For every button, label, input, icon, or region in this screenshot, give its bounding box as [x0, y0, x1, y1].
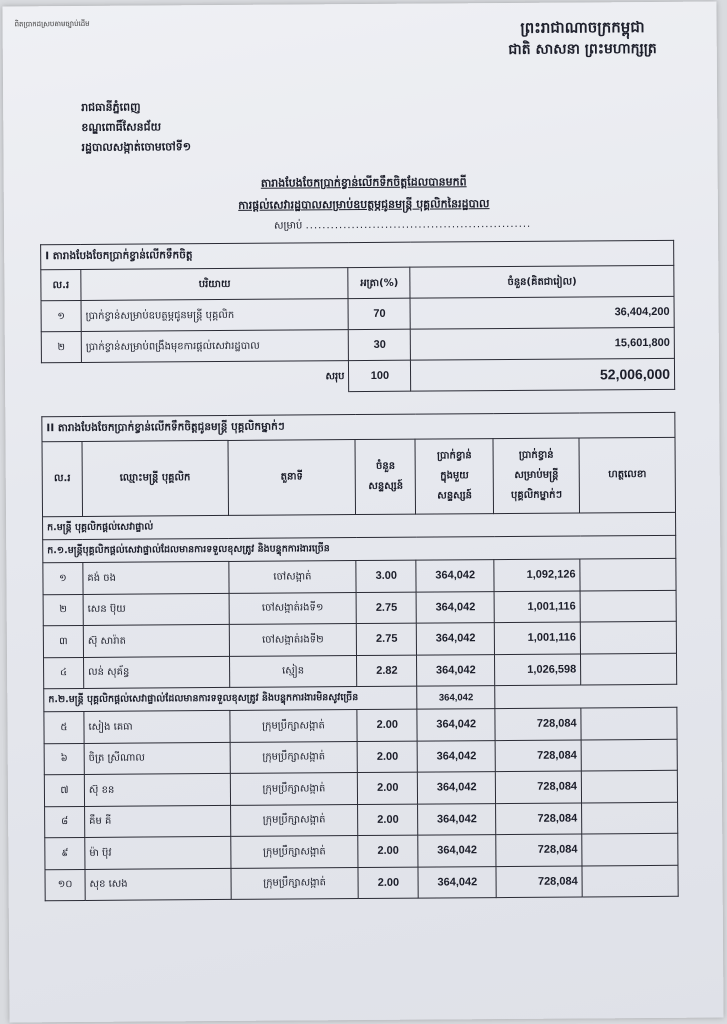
total-amount: 52,006,000 [411, 358, 675, 391]
row-signature [580, 590, 676, 622]
row-amount: 1,001,116 [494, 622, 580, 654]
allocation-table [40, 240, 675, 394]
kingdom-motto [508, 16, 657, 61]
row-signature [580, 558, 676, 590]
row-name: គង់ ចង [83, 561, 229, 594]
row-amount: 1,001,116 [494, 590, 580, 622]
row-name: ចិត្រ ស្រីណាល [84, 742, 230, 775]
table-row [44, 707, 677, 743]
col-role-header: តួនាទី [228, 440, 356, 516]
col-sign-header: ហត្ថលេខា [579, 437, 675, 513]
capital-name: រាជធានីភ្នំពេញ [81, 100, 141, 114]
organization-block [81, 97, 191, 158]
row-signature [580, 621, 676, 653]
kingdom-name: ព្រះរាជាណាចក្រកម្ពុជា [520, 18, 645, 37]
row-amount: 15,601,800 [411, 327, 675, 360]
row-amount: 1,026,598 [495, 653, 581, 685]
for-blank: ...................................................... [305, 218, 532, 232]
header-line: សន្ទស្សន៍ [368, 480, 404, 492]
title-line-1: តារាងបែងចែកប្រាក់ខ្វាន់លើកទឹកចិត្តដែលបានមកពី [260, 175, 467, 190]
row-points: 3.00 [356, 560, 416, 592]
row-role: ស្មៀន [229, 655, 357, 687]
group-a1-heading: ក.១.មន្ត្រីបុគ្គលិកផ្តល់សេវាផ្ទាល់ដែលមានការទទួលខុសត្រូវ និងបន្ទុកការងារច្រើន [43, 535, 676, 562]
row-name: សៀង គេធា [84, 710, 230, 743]
table-row [45, 865, 678, 901]
section-1-heading: I តារាងបែងចែកប្រាក់ខ្វាន់លើកទឹកចិត្ត [41, 240, 674, 269]
col-points-header [355, 439, 415, 514]
table-row [45, 833, 678, 869]
row-role: ក្រុមប្រឹក្សាសង្កាត់ [230, 836, 358, 868]
row-per-point: 364,042 [417, 709, 495, 741]
row-points: 2.00 [357, 741, 417, 773]
header-line: ក្នុងមួយ [440, 470, 469, 482]
row-no: ៤ [44, 657, 84, 689]
table-row [41, 327, 674, 362]
row-name: ម៉ា ប៊ុវ [85, 836, 231, 869]
title-line-2: ការផ្តល់សេវារដ្ឋបាលសម្រាប់ឧបត្ថម្ភជូនមន្ត្រី បុគ្គលិកនៃរដ្ឋបាល [238, 197, 490, 212]
total-row [41, 358, 674, 393]
row-points: 2.00 [357, 709, 417, 741]
row-per-point: 364,042 [417, 740, 495, 772]
row-no: ១០ [45, 869, 85, 901]
row-signature [581, 707, 677, 739]
header-line: បុគ្គលិកម្នាក់ៗ [510, 489, 563, 501]
row-amount: 728,084 [496, 865, 582, 897]
row-role: ក្រុមប្រឹក្សាសង្កាត់ [230, 741, 358, 773]
row-amount: 728,084 [495, 708, 581, 740]
table-row [45, 802, 678, 838]
row-amount: 728,084 [495, 739, 581, 771]
nation-religion-king: ជាតិ សាសនា ព្រះមហាក្សត្រ [508, 40, 657, 58]
row-points: 2.75 [356, 592, 416, 624]
document-title [124, 170, 604, 217]
row-amount: 728,084 [496, 802, 582, 834]
group-a2-heading: ក.២.មន្ត្រី បុគ្គលិកផ្តល់សេវាផ្ទាល់ដែលមានការទទួលខុសត្រូវ និងបន្ទុកការងារមិនសូវច្រើន [44, 686, 417, 712]
row-name: គឹម គី [84, 805, 230, 838]
col-no-header: ល.រ [42, 441, 82, 516]
row-no: ២ [41, 331, 81, 362]
row-per-point: 364,042 [417, 623, 495, 655]
header-line: ប្រាក់ខ្វាន់ [518, 449, 554, 461]
header-line: ចំនួន [375, 460, 396, 472]
row-signature [581, 739, 677, 771]
row-per-point: 364,042 [418, 803, 496, 835]
row-name: ស៊ុ ខន [84, 773, 230, 806]
group-a2-per-point: 364,042 [417, 686, 495, 710]
row-role: ក្រុមប្រឹក្សាសង្កាត់ [231, 867, 359, 899]
row-no: ៥ [44, 711, 84, 743]
header-line: សន្ទស្សន៍ [437, 490, 473, 502]
row-signature [581, 653, 677, 685]
header-line: សម្រាប់មន្ត្រី [514, 469, 559, 481]
row-name: លន់ សុគ័ន្ធ [83, 656, 229, 689]
row-per-point: 364,042 [416, 591, 494, 623]
document-page [2, 2, 723, 1023]
table-row [43, 590, 676, 626]
col-per-point-header [415, 439, 493, 515]
row-role: ក្រុមប្រឹក្សាសង្កាត់ [230, 804, 358, 836]
table-row [44, 653, 677, 689]
row-no: ៩ [45, 837, 85, 869]
row-amount: 36,404,200 [410, 296, 674, 329]
row-rate: 70 [348, 298, 410, 329]
col-no-header: ល.រ [41, 269, 81, 300]
row-role: ក្រុមប្រឹក្សាសង្កាត់ [230, 773, 358, 805]
row-per-point: 364,042 [418, 866, 496, 898]
row-no: ១ [43, 562, 83, 594]
col-desc-header: បរិយាយ [81, 268, 349, 301]
table-row [43, 621, 676, 657]
row-points: 2.75 [357, 623, 417, 655]
row-name: ស៊ុ សារ៉ាត [83, 624, 229, 657]
table-row [43, 558, 676, 594]
for-period-line [274, 217, 531, 234]
row-amount: 728,084 [496, 834, 582, 866]
group-a-heading: ក.មន្ត្រី បុគ្គលិកផ្តល់សេវាផ្ទាល់ [43, 512, 676, 539]
staff-allocation-table [41, 412, 678, 901]
row-per-point: 364,042 [418, 835, 496, 867]
row-points: 2.00 [358, 772, 418, 804]
row-no: ២ [43, 594, 83, 626]
for-label: សម្រាប់ [273, 220, 303, 232]
row-per-point: 364,042 [417, 654, 495, 686]
row-desc: ប្រាក់ខ្វាន់សម្រាប់ពង្រឹងមុខការផ្តល់សេវារដ្ឋបាល [81, 330, 349, 363]
row-role: ក្រុមប្រឹក្សាសង្កាត់ [229, 710, 357, 742]
row-points: 2.82 [357, 655, 417, 687]
row-rate: 30 [349, 329, 411, 360]
table-row [44, 739, 677, 775]
total-label: សរុប [81, 361, 349, 394]
row-per-point: 364,042 [416, 560, 494, 592]
table-row [44, 770, 677, 806]
section-2-heading: II តារាងបែងចែកប្រាក់ខ្វាន់លើកទឹកចិត្តជូនមន្ត្រី បុគ្គលិកម្នាក់ៗ [42, 412, 675, 441]
row-role: ចៅសង្កាត់រងទី២ [229, 624, 357, 656]
district-name: ខណ្ឌពោធិ៍សែនជ័យ [81, 120, 162, 134]
row-role: ចៅសង្កាត់រងទី១ [229, 592, 357, 624]
row-role: ចៅសង្កាត់ [228, 561, 356, 593]
row-amount: 728,084 [496, 771, 582, 803]
table-row [41, 296, 674, 331]
row-amount: 1,092,126 [494, 559, 580, 591]
header-line: ប្រាក់ខ្វាន់ [436, 450, 472, 462]
row-points: 2.00 [358, 804, 418, 836]
row-no: ៧ [44, 774, 84, 806]
row-signature [581, 770, 677, 802]
row-signature [582, 833, 678, 865]
row-no: ៣ [43, 625, 83, 657]
row-desc: ប្រាក់ខ្វាន់សម្រាប់ឧបត្ថម្ភជូនមន្ត្រី បុគ្គលិក [81, 299, 349, 332]
certified-note: ពិតប្រាកដ​ស្របតាម​ច្បាប់​ដើម [14, 19, 90, 29]
total-rate: 100 [349, 360, 411, 391]
row-no: ១ [41, 300, 81, 331]
row-no: ៨ [45, 806, 85, 838]
col-amount-header: ចំនួន(គិតជារៀល) [410, 265, 674, 298]
row-name: សេន ប៊ុយ [83, 593, 229, 626]
row-points: 2.00 [358, 835, 418, 867]
row-signature [582, 802, 678, 834]
col-each-header [493, 438, 579, 514]
row-points: 2.00 [358, 867, 418, 899]
row-no: ៦ [44, 743, 84, 775]
row-name: សុខ សេង [85, 868, 231, 901]
col-name-header: ឈ្មោះមន្ត្រី បុគ្គលិក [82, 440, 228, 516]
col-rate-header: អត្រា(%) [348, 267, 410, 298]
row-per-point: 364,042 [418, 772, 496, 804]
row-signature [582, 865, 678, 897]
commune-admin-name: រដ្ឋបាលសង្កាត់ចោមចៅទី១ [81, 140, 192, 154]
